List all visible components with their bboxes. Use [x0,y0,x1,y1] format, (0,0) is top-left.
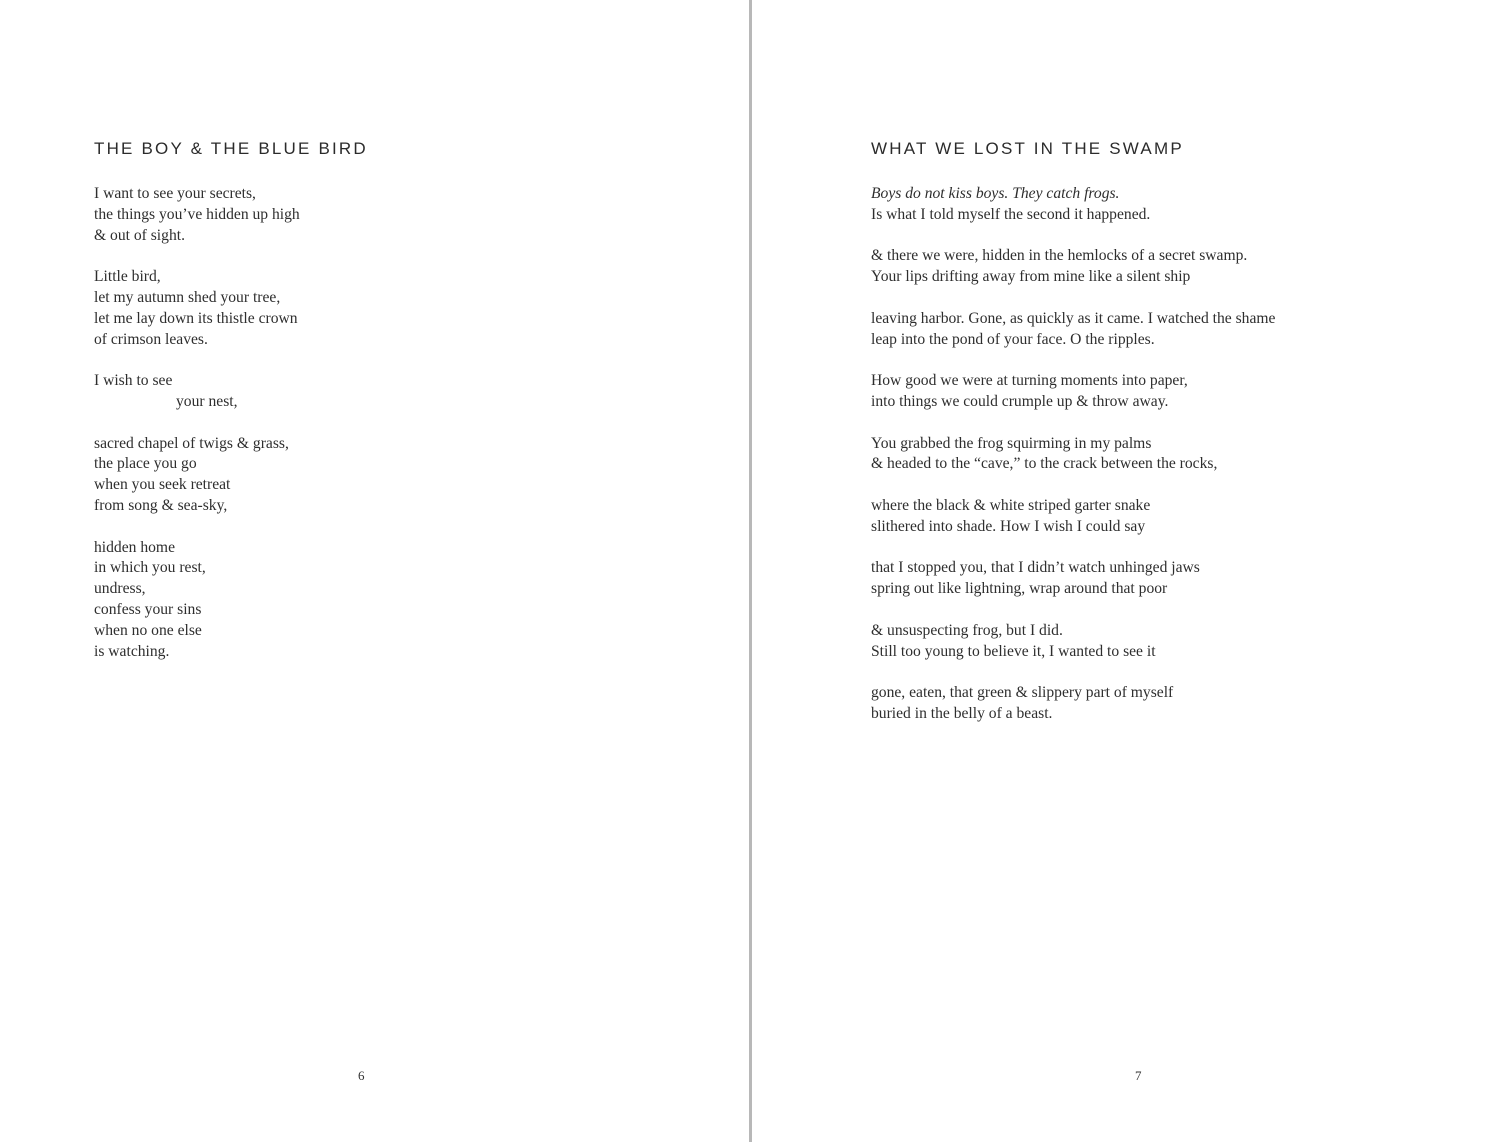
stanza [871,246,1275,288]
poem-line: into things we could crumple up & throw away. [871,392,1169,410]
stanza [871,621,1275,663]
poem-line: undress, [94,580,146,598]
poem-line: leaving harbor. Gone, as quickly as it came. I watched the shame [871,309,1276,327]
poem-line: in which you rest, [94,559,206,577]
poem-line: let my autumn shed your tree, [94,288,281,306]
poem-epigraph-line: Boys do not kiss boys. They catch frogs. [871,185,1120,202]
stanza [94,538,300,663]
stanza [871,434,1275,476]
page-number: 7 [1135,1068,1142,1083]
left-page [0,0,749,1142]
poem-line: is watching. [94,642,170,660]
poem-line: let me lay down its thistle crown [94,309,298,327]
stanza [94,267,300,350]
poem-title: WHAT WE LOST IN THE SWAMP [871,139,1184,158]
poem-line: Little bird, [94,268,161,286]
stanza [94,184,300,246]
poem-line: & headed to the “cave,” to the crack between the rocks, [871,455,1218,473]
poem-title: THE BOY & THE BLUE BIRD [94,139,368,158]
stanza [871,371,1275,413]
poem-line: spring out like lightning, wrap around that poor [871,580,1168,598]
poem-line-indented: your nest, [176,392,238,410]
poem-line: from song & sea-sky, [94,496,228,514]
stanza [94,434,300,517]
right-page [752,0,1500,1142]
poem-line: that I stopped you, that I didn’t watch unhinged jaws [871,559,1200,577]
poem-line: buried in the belly of a beast. [871,704,1053,722]
poem-line: of crimson leaves. [94,330,208,348]
poem-line: & there we were, hidden in the hemlocks of a secret swamp. [871,247,1248,265]
poem-line: the things you’ve hidden up high [94,205,300,223]
poem-line: leap into the pond of your face. O the ripples. [871,330,1155,348]
poem-line: Your lips drifting away from mine like a silent ship [871,268,1191,286]
poem-line: I want to see your secrets, [94,185,256,202]
poem-line: when no one else [94,621,202,639]
poem-line: & out of sight. [94,226,185,244]
poem-line: How good we were at turning moments into paper, [871,372,1188,390]
stanza [871,496,1275,538]
poem-line: where the black & white striped garter snake [871,496,1151,514]
poem-line: You grabbed the frog squirming in my palms [871,434,1152,452]
poem-line: Still too young to believe it, I wanted to see it [871,642,1156,660]
stanza [94,371,300,413]
poem-body [871,184,1275,746]
poem-line: sacred chapel of twigs & grass, [94,434,289,452]
poem-line: I wish to see [94,372,173,390]
poem-line: & unsuspecting frog, but I did. [871,621,1063,639]
stanza [871,309,1275,351]
poem-line: gone, eaten, that green & slippery part of myself [871,684,1174,702]
stanza [871,184,1275,226]
poem-line: slithered into shade. How I wish I could say [871,517,1146,535]
poem-line: Is what I told myself the second it happened. [871,205,1151,223]
stanza [871,683,1275,725]
poem-line: the place you go [94,455,197,473]
poem-line: hidden home [94,538,175,556]
stanza [871,558,1275,600]
page-number: 6 [358,1068,365,1083]
poem-line: confess your sins [94,600,202,618]
poem-line: when you seek retreat [94,476,231,494]
poem-body [94,184,300,683]
